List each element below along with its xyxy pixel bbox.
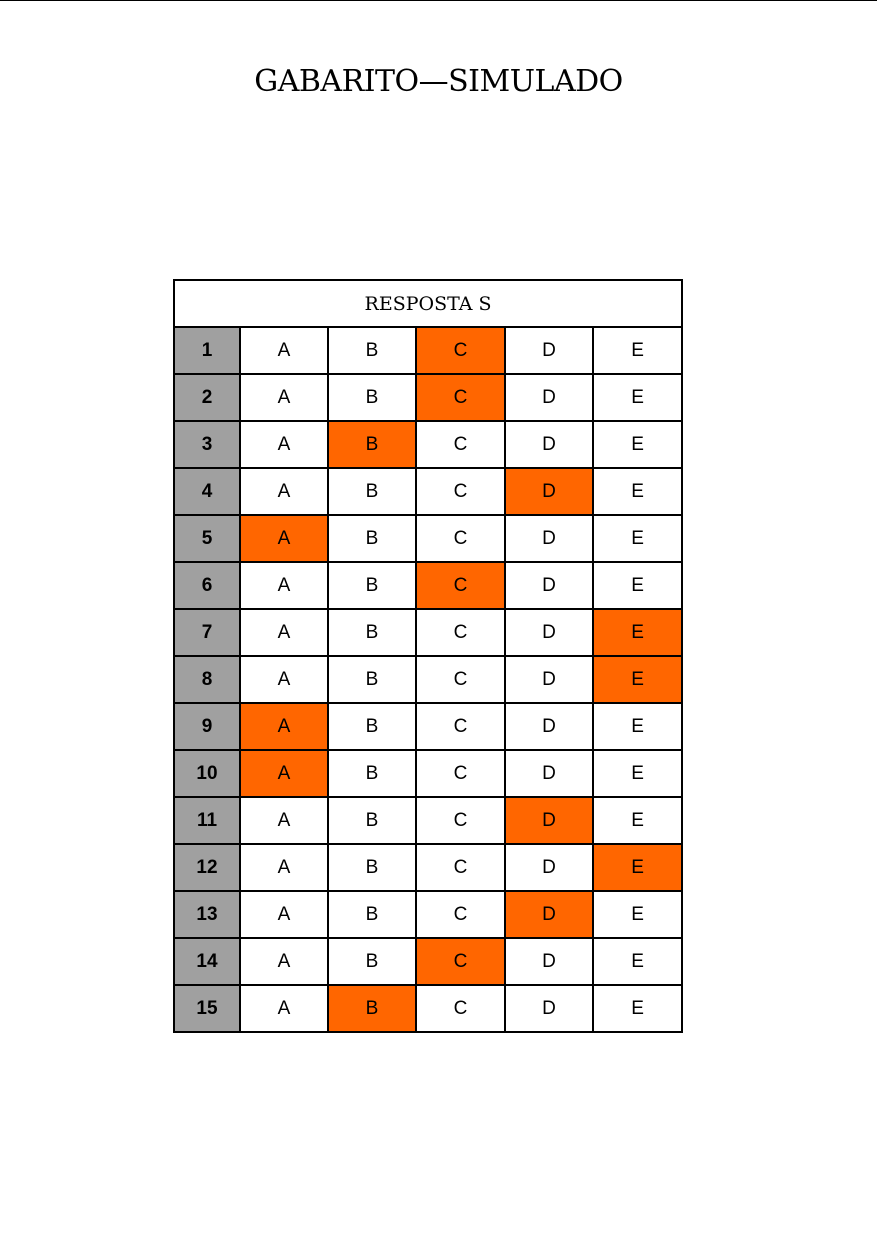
table-row <box>174 985 682 1032</box>
table-row <box>174 327 682 374</box>
option-cell: E <box>593 327 682 374</box>
page-title: GABARITO—SIMULADO <box>254 64 623 99</box>
option-cell: C <box>416 985 505 1032</box>
option-cell: C <box>416 656 505 703</box>
table-row <box>174 562 682 609</box>
question-number: 14 <box>174 938 240 985</box>
correct-option-cell: B <box>328 421 416 468</box>
table-row <box>174 609 682 656</box>
question-number: 4 <box>174 468 240 515</box>
option-cell: A <box>240 844 328 891</box>
correct-option-cell: B <box>328 985 416 1032</box>
option-cell: B <box>328 703 416 750</box>
table-header: RESPOSTA S <box>174 280 682 327</box>
option-cell: C <box>416 421 505 468</box>
option-cell: E <box>593 938 682 985</box>
question-number: 9 <box>174 703 240 750</box>
option-cell: A <box>240 938 328 985</box>
option-cell: B <box>328 609 416 656</box>
option-cell: E <box>593 374 682 421</box>
question-number: 3 <box>174 421 240 468</box>
table-header-row <box>174 280 682 327</box>
option-cell: C <box>416 703 505 750</box>
option-cell: C <box>416 797 505 844</box>
option-cell: A <box>240 656 328 703</box>
correct-option-cell: A <box>240 750 328 797</box>
option-cell: D <box>505 656 593 703</box>
option-cell: B <box>328 750 416 797</box>
option-cell: E <box>593 985 682 1032</box>
option-cell: A <box>240 891 328 938</box>
correct-option-cell: E <box>593 609 682 656</box>
option-cell: C <box>416 515 505 562</box>
option-cell: D <box>505 750 593 797</box>
question-number: 13 <box>174 891 240 938</box>
correct-option-cell: C <box>416 327 505 374</box>
question-number: 1 <box>174 327 240 374</box>
correct-option-cell: A <box>240 703 328 750</box>
table-row <box>174 938 682 985</box>
question-number: 15 <box>174 985 240 1032</box>
option-cell: D <box>505 562 593 609</box>
option-cell: A <box>240 327 328 374</box>
option-cell: D <box>505 421 593 468</box>
option-cell: C <box>416 844 505 891</box>
correct-option-cell: C <box>416 562 505 609</box>
option-cell: B <box>328 938 416 985</box>
table-row <box>174 374 682 421</box>
correct-option-cell: C <box>416 374 505 421</box>
answer-rows <box>174 327 682 1032</box>
question-number: 11 <box>174 797 240 844</box>
option-cell: A <box>240 985 328 1032</box>
option-cell: D <box>505 844 593 891</box>
table-row <box>174 656 682 703</box>
option-cell: A <box>240 421 328 468</box>
option-cell: D <box>505 938 593 985</box>
option-cell: B <box>328 797 416 844</box>
option-cell: A <box>240 797 328 844</box>
option-cell: E <box>593 562 682 609</box>
question-number: 10 <box>174 750 240 797</box>
option-cell: B <box>328 656 416 703</box>
option-cell: E <box>593 891 682 938</box>
correct-option-cell: E <box>593 656 682 703</box>
table-row <box>174 468 682 515</box>
answer-key-table <box>173 279 683 1033</box>
option-cell: A <box>240 468 328 515</box>
option-cell: E <box>593 750 682 797</box>
option-cell: C <box>416 750 505 797</box>
question-number: 7 <box>174 609 240 656</box>
option-cell: A <box>240 562 328 609</box>
question-number: 8 <box>174 656 240 703</box>
option-cell: D <box>505 327 593 374</box>
correct-option-cell: E <box>593 844 682 891</box>
option-cell: B <box>328 891 416 938</box>
option-cell: B <box>328 844 416 891</box>
correct-option-cell: C <box>416 938 505 985</box>
option-cell: A <box>240 374 328 421</box>
question-number: 5 <box>174 515 240 562</box>
option-cell: B <box>328 515 416 562</box>
option-cell: D <box>505 985 593 1032</box>
option-cell: E <box>593 797 682 844</box>
option-cell: E <box>593 703 682 750</box>
option-cell: D <box>505 609 593 656</box>
question-number: 2 <box>174 374 240 421</box>
table-row <box>174 703 682 750</box>
question-number: 12 <box>174 844 240 891</box>
correct-option-cell: D <box>505 891 593 938</box>
correct-option-cell: D <box>505 797 593 844</box>
table-row <box>174 515 682 562</box>
correct-option-cell: A <box>240 515 328 562</box>
option-cell: B <box>328 562 416 609</box>
option-cell: C <box>416 609 505 656</box>
option-cell: B <box>328 374 416 421</box>
correct-option-cell: D <box>505 468 593 515</box>
table-row <box>174 844 682 891</box>
option-cell: B <box>328 327 416 374</box>
option-cell: C <box>416 468 505 515</box>
option-cell: E <box>593 468 682 515</box>
option-cell: E <box>593 515 682 562</box>
question-number: 6 <box>174 562 240 609</box>
option-cell: C <box>416 891 505 938</box>
option-cell: A <box>240 609 328 656</box>
option-cell: D <box>505 515 593 562</box>
table-row <box>174 797 682 844</box>
option-cell: D <box>505 374 593 421</box>
option-cell: D <box>505 703 593 750</box>
option-cell: E <box>593 421 682 468</box>
table-row <box>174 421 682 468</box>
top-rule <box>0 0 877 1</box>
option-cell: B <box>328 468 416 515</box>
table-row <box>174 891 682 938</box>
table-row <box>174 750 682 797</box>
